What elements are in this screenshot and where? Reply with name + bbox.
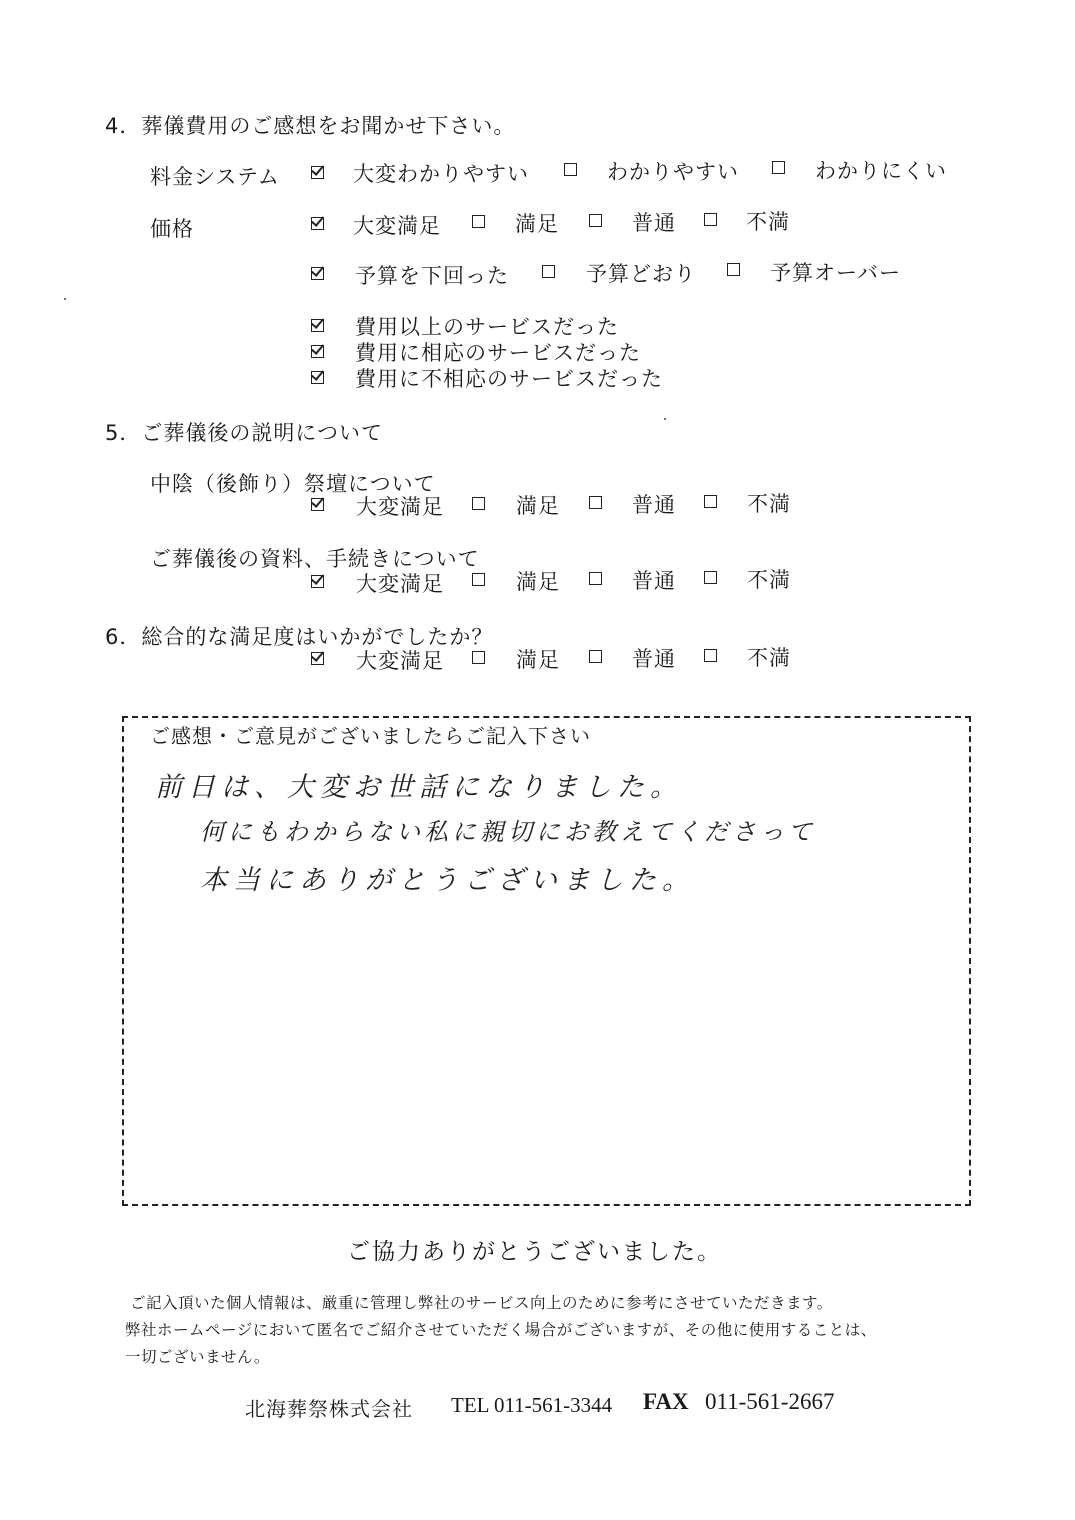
service-option-3-label: 費用に不相応のサービスだった: [355, 367, 663, 391]
system-option-2-label: わかりやすい: [607, 160, 739, 184]
company-name: 北海葬祭株式会社: [245, 1397, 413, 1421]
system-option-3-checkbox[interactable]: [772, 161, 785, 174]
budget-option-1-checkbox[interactable]: [311, 267, 324, 280]
price-option-3-label: 普通: [632, 211, 676, 235]
q6-heading: 6．総合的な満足度はいかがでしたか？: [105, 625, 494, 649]
service-option-2-label: 費用に相応のサービスだった: [355, 341, 641, 365]
documents-option-1-label: 大変満足: [356, 572, 444, 596]
price-option-2-label: 満足: [515, 212, 559, 236]
scan-speck: [664, 418, 666, 420]
altar-label: 中陰（後飾り）祭壇について: [150, 472, 436, 496]
system-option-1-checkbox[interactable]: [311, 166, 324, 179]
handwritten-comment-line-3: 本当にありがとうございました。: [200, 865, 695, 896]
service-option-2-checkbox[interactable]: [311, 345, 324, 358]
overall-option-2-label: 満足: [516, 648, 560, 672]
documents-option-3-checkbox[interactable]: [589, 572, 602, 585]
overall-option-1-label: 大変満足: [356, 649, 444, 673]
altar-option-3-label: 普通: [632, 493, 676, 517]
price-system-label: 料金システム: [150, 165, 280, 189]
budget-option-3-checkbox[interactable]: [727, 263, 740, 276]
altar-option-2-label: 満足: [516, 494, 560, 518]
fax-number: 011-561-2667: [705, 1389, 835, 1414]
documents-option-4-label: 不満: [747, 568, 791, 592]
price-option-1-checkbox[interactable]: [311, 217, 324, 230]
price-option-1-label: 大変満足: [353, 214, 441, 238]
phone-number: TEL 011-561-3344: [451, 1393, 613, 1417]
price-label: 価格: [150, 217, 194, 241]
documents-option-2-label: 満足: [516, 570, 560, 594]
q5-heading: 5．ご葬儀後の説明について: [105, 421, 383, 445]
altar-option-3-checkbox[interactable]: [589, 496, 602, 509]
documents-option-2-checkbox[interactable]: [472, 573, 485, 586]
altar-option-4-label: 不満: [747, 492, 791, 516]
comment-heading: ご感想・ご意見がございましたらご記入下さい: [150, 724, 591, 748]
system-option-2-checkbox[interactable]: [564, 163, 577, 176]
budget-option-3-label: 予算オーバー: [770, 261, 901, 285]
price-option-2-checkbox[interactable]: [472, 215, 485, 228]
budget-option-2-checkbox[interactable]: [542, 265, 555, 278]
overall-option-1-checkbox[interactable]: [311, 652, 324, 665]
scan-speck: [64, 298, 66, 300]
handwritten-comment-line-1: 前日は、大変お世話になりました。: [155, 772, 683, 803]
budget-option-2-label: 予算どおり: [586, 262, 696, 286]
price-option-3-checkbox[interactable]: [589, 214, 602, 227]
system-option-1-label: 大変わかりやすい: [353, 162, 529, 186]
price-option-4-label: 不満: [746, 210, 790, 234]
documents-label: ご葬儀後の資料、手続きについて: [150, 547, 480, 571]
altar-option-4-checkbox[interactable]: [704, 495, 717, 508]
system-option-3-label: わかりにくい: [815, 159, 947, 183]
service-option-1-label: 費用以上のサービスだった: [355, 315, 619, 339]
overall-option-2-checkbox[interactable]: [472, 651, 485, 664]
privacy-note-line-3: 一切ございません。: [125, 1348, 270, 1366]
budget-option-1-label: 予算を下回った: [355, 264, 509, 288]
documents-option-4-checkbox[interactable]: [704, 571, 717, 584]
q4-heading: 4．葬儀費用のご感想をお聞かせ下さい。: [105, 114, 516, 138]
service-option-3-checkbox[interactable]: [311, 371, 324, 384]
overall-option-4-checkbox[interactable]: [704, 649, 717, 662]
documents-option-1-checkbox[interactable]: [311, 575, 324, 588]
altar-option-1-checkbox[interactable]: [311, 498, 324, 511]
altar-option-1-label: 大変満足: [356, 495, 444, 519]
thanks-message: ご協力ありがとうございました。: [347, 1239, 722, 1265]
privacy-note-line-1: ご記入頂いた個人情報は、厳重に管理し弊社のサービス向上のために参考にさせていただきます。: [130, 1294, 833, 1312]
overall-option-3-label: 普通: [632, 647, 676, 671]
service-option-1-checkbox[interactable]: [311, 319, 324, 332]
price-option-4-checkbox[interactable]: [704, 213, 717, 226]
documents-option-3-label: 普通: [632, 569, 676, 593]
overall-option-3-checkbox[interactable]: [589, 650, 602, 663]
privacy-note-line-2: 弊社ホームページにおいて匿名でご紹介させていただく場合がございますが、その他に使用することは、: [125, 1321, 877, 1339]
altar-option-2-checkbox[interactable]: [472, 497, 485, 510]
overall-option-4-label: 不満: [747, 646, 791, 670]
fax-label: FAX: [643, 1389, 689, 1414]
handwritten-comment-line-2: 何にもわからない私に親切にお教えてくださって: [200, 818, 816, 846]
